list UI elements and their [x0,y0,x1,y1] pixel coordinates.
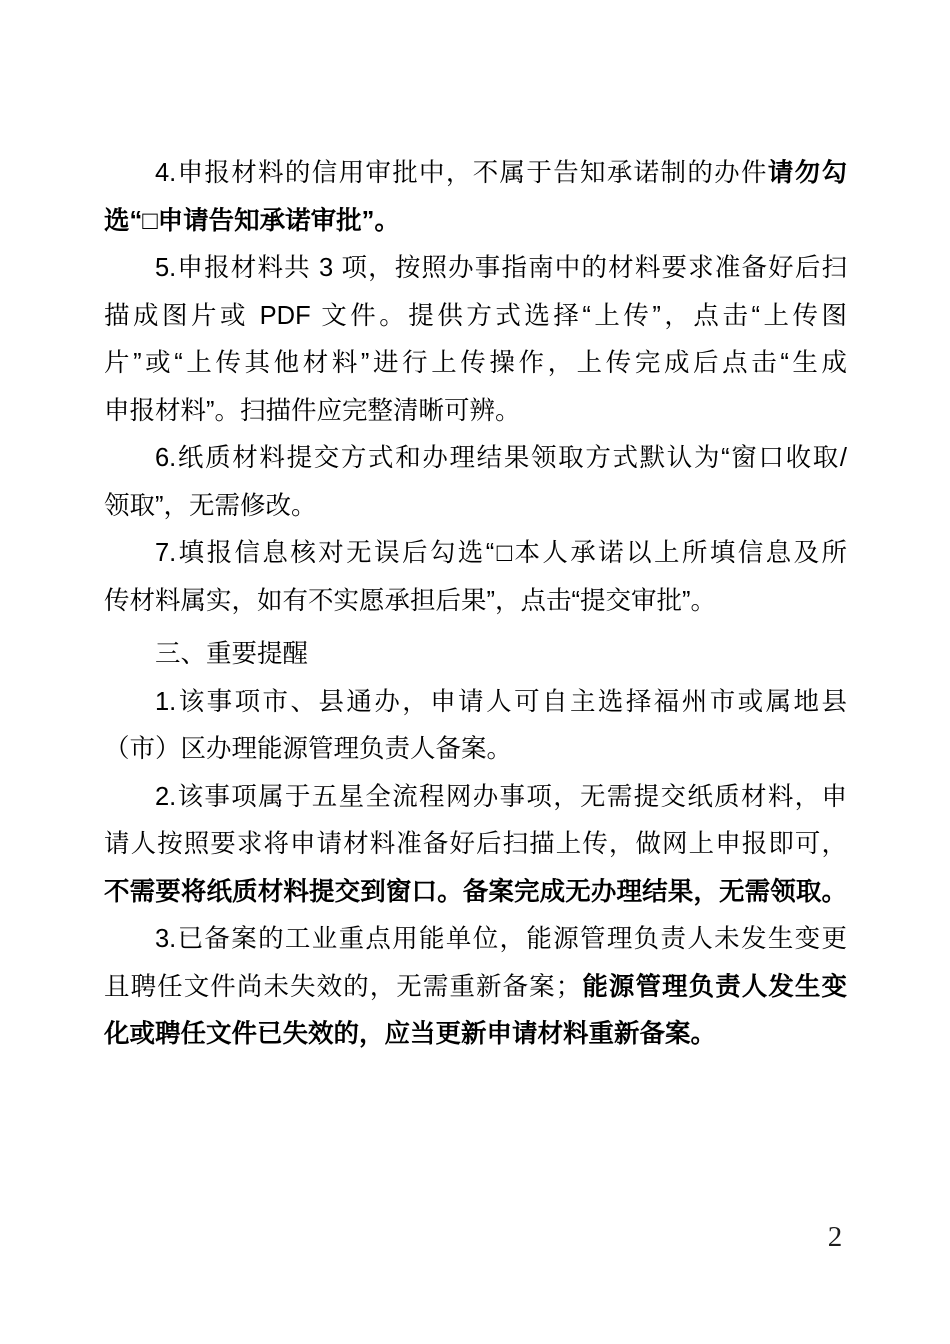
text-line [104,435,847,483]
text-line [104,821,847,869]
bold-text-segment: 化或聘任文件已失效的，应当更新申请材料重新备案。 [104,1020,717,1048]
text-segment: 7.填报信息核对无误后勾选“□本人承诺以上所填信息及所 [155,539,847,567]
text-line [104,1011,847,1059]
text-segment: 描成图片或 PDF 文件。提供方式选择“上传”，点击“上传图 [104,301,847,330]
text-line [104,964,847,1012]
text-line [104,916,847,964]
text-segment: 3.已备案的工业重点用能单位，能源管理负责人未发生变更 [155,925,847,953]
text-segment: 6.纸质材料提交方式和办理结果领取方式默认为“窗口收取/ [155,444,847,472]
text-line [104,483,847,531]
page-number: 2 [827,1221,843,1253]
text-line [104,293,847,341]
bold-text-segment: 能源管理负责人发生变 [581,972,847,1001]
text-segment: 2.该事项属于五星全流程网办事项，无需提交纸质材料，申 [155,782,847,811]
text-segment: 片”或“上传其他材料”进行上传操作，上传完成后点击“生成 [104,349,847,377]
text-line [104,679,847,727]
bold-text-segment: 选“□申请告知承诺审批”。 [104,206,400,235]
document-body [104,150,847,1059]
text-segment: （市）区办理能源管理负责人备案。 [104,735,513,763]
text-line [104,530,847,578]
text-segment: 申报材料”。扫描件应完整清晰可辨。 [104,396,521,425]
section-heading [104,631,847,679]
text-line [104,388,847,436]
text-line [104,340,847,388]
text-segment: 4.申报材料的信用审批中，不属于告知承诺制的办件 [155,159,768,187]
text-segment: 传材料属实，如有不实愿承担后果”，点击“提交审批”。 [104,586,716,615]
text-line [104,578,847,626]
text-segment: 且聘任文件尚未失效的，无需重新备案； [104,972,582,1001]
text-segment: 三、重要提醒 [155,640,309,668]
text-segment: 1.该事项市、县通办，申请人可自主选择福州市或属地县 [155,687,847,716]
text-line [104,726,847,774]
text-line [104,245,847,293]
text-line [104,869,847,917]
text-line [104,774,847,822]
text-line [104,150,847,198]
text-segment: 5.申报材料共 3 项，按照办事指南中的材料要求准备好后扫 [155,254,847,282]
text-segment: 请人按照要求将申请材料准备好后扫描上传，做网上申报即可， [104,830,847,858]
text-segment: 领取”，无需修改。 [104,491,317,520]
bold-text-segment: 不需要将纸质材料提交到窗口。备案完成无办理结果，无需领取。 [104,877,847,906]
bold-text-segment: 请勿勾 [767,159,847,187]
text-line [104,198,847,246]
